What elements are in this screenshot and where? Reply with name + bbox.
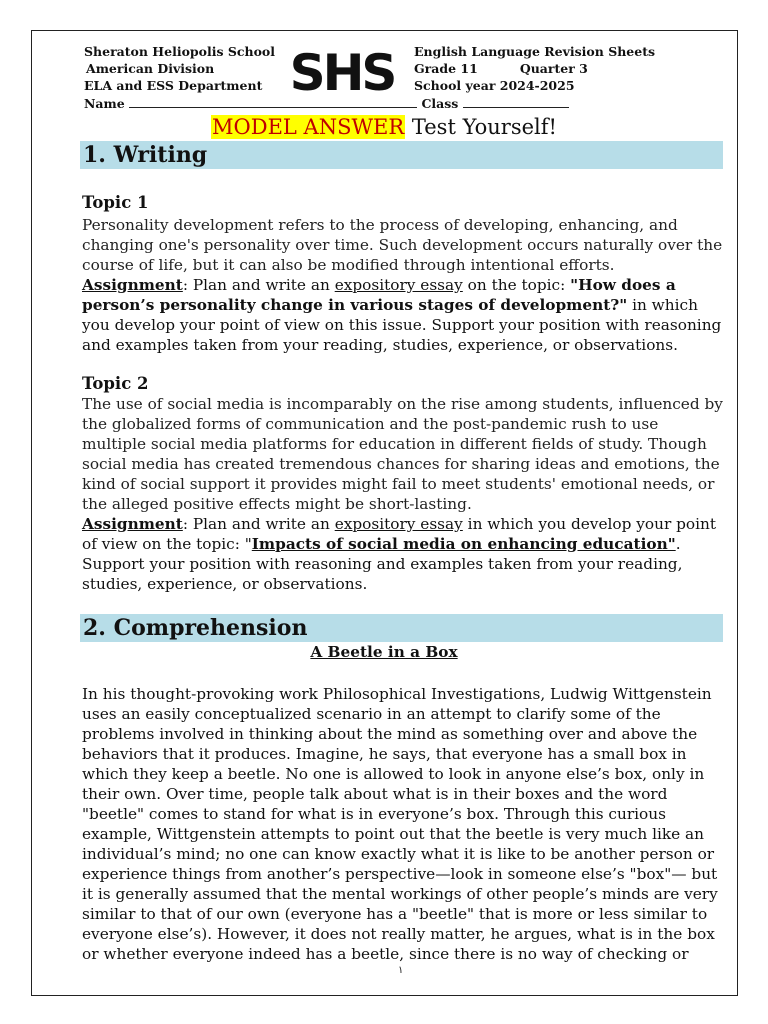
topic1-question: "How does a person’s personality change in various stages of development?" (82, 276, 676, 314)
quarter-label: Quarter 3 (519, 61, 588, 76)
assignment-text: : Plan and write an (182, 515, 335, 533)
topic1-assignment (82, 275, 727, 355)
topic2-prompt: The use of social media is incomparably on the rise among students, influenced by the globalized forms of communication and the post-pandemic rush to use multiple social media platforms for education in different fields of study. Though social media has created tremendous chances for sharing ideas and emotions, the kind of social support it provides might fail to meet students' emotional needs, or the alleged positive effects might be short-lasting. (82, 395, 723, 513)
class-blank[interactable] (463, 95, 569, 108)
school-info (84, 43, 304, 94)
department-name: ELA and ESS Department (84, 78, 263, 93)
topic1-body (82, 215, 727, 355)
name-class-row (84, 95, 569, 111)
school-year: School year 2024-2025 (414, 78, 575, 93)
comprehension-heading: 2. Comprehension (80, 614, 723, 642)
name-label: Name (84, 96, 125, 111)
logo-text: SHS (289, 44, 395, 102)
model-answer-highlight: MODEL ANSWER (212, 115, 405, 139)
passage-body: In his thought-provoking work Philosophical Investigations, Ludwig Wittgenstein uses an easily conceptualized scenario in an attempt to clarify some of the problems involved in thinking about the mind as something over and above the behaviors that it produces. Imagine, he says, that everyone has a small box in which they keep a beetle. No one is allowed to look in anyone else’s box, only in their own. Over time, people talk about what is in their boxes and the word "beetle" comes to stand for what is in everyone’s box. Through this curious example, Wittgenstein attempts to point out that the beetle is very much like an individual’s mind; no one can know exactly what it is like to be another person or experience things from another’s perspective—look in someone else’s "box"— but it is generally assumed that the mental workings of other people’s minds are very similar to that of our own (everyone has a "beetle" that is more or less similar to everyone else’s). However, it does not really matter, he argues, what is in the box or whether everyone indeed has a beetle, since there is no way of checking or (82, 685, 718, 963)
assignment-text: on the topic: (462, 276, 571, 294)
topic2-body (82, 394, 727, 594)
title-rest: Test Yourself! (405, 115, 557, 139)
topic2-label: Topic 2 (82, 374, 149, 393)
essay-type: expository essay (334, 276, 463, 294)
assignment-label: Assignment (82, 515, 183, 533)
assignment-text: : Plan and write an (182, 276, 335, 294)
essay-type: expository essay (334, 515, 463, 533)
writing-heading: 1. Writing (80, 141, 723, 169)
division-name: American Division (86, 61, 215, 76)
grade-label: Grade 11 (414, 61, 478, 76)
sheet-title: English Language Revision Sheets (414, 44, 656, 59)
page-title (0, 113, 768, 141)
sheet-info (414, 43, 724, 94)
passage-title: A Beetle in a Box (310, 643, 458, 661)
topic1-prompt: Personality development refers to the process of developing, enhancing, and changing one's personality over time. Such development occurs naturally over the course of life, but it can also be modified through intentional efforts. (82, 216, 723, 274)
assignment-text: . Support your position with reasoning and examples taken from your reading, studies, experience, or observations. (82, 535, 683, 593)
class-label: Class (421, 96, 459, 111)
school-logo (289, 40, 395, 102)
assignment-text: in which you develop your point of view on this issue. Support your position with reasoning and examples taken from your reading, studies, experience, or observations. (82, 296, 722, 354)
assignment-text: in which you develop your point of view on the topic: " (82, 515, 717, 553)
assignment-label: Assignment (82, 276, 183, 294)
school-name: Sheraton Heliopolis School (84, 44, 276, 59)
topic2-assignment (82, 514, 727, 594)
grade-quarter-row (414, 60, 724, 77)
page-number: ١ (398, 965, 404, 976)
topic2-question: Impacts of social media on enhancing education" (251, 535, 676, 553)
name-blank[interactable] (129, 95, 417, 108)
topic1-label: Topic 1 (82, 193, 149, 212)
